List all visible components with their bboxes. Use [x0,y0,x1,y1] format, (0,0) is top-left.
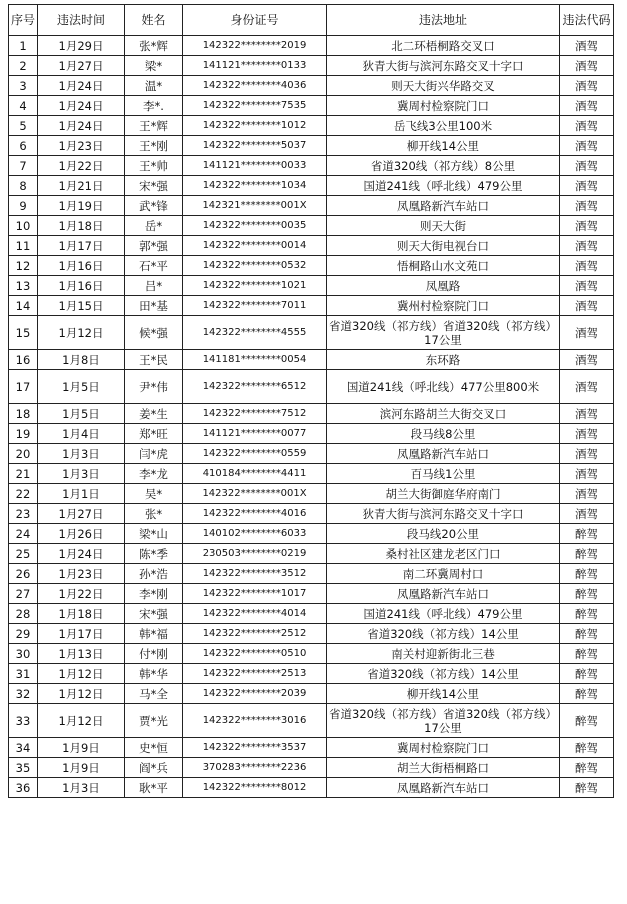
table-row [9,758,614,778]
cell-id-number: 142322********4036 [183,76,327,96]
cell-name: 闫*虎 [125,444,183,464]
cell-serial-number: 12 [9,256,38,276]
cell-name: 王*刚 [125,136,183,156]
cell-violation-time: 1月18日 [38,604,125,624]
cell-violation-code: 酒驾 [560,156,614,176]
cell-violation-address: 南二环冀周村口 [327,564,560,584]
cell-name: 陈*季 [125,544,183,564]
cell-serial-number: 28 [9,604,38,624]
cell-id-number: 141121********0133 [183,56,327,76]
table-row [9,176,614,196]
table-row [9,464,614,484]
cell-name: 王*帅 [125,156,183,176]
cell-name: 吕* [125,276,183,296]
cell-violation-time: 1月12日 [38,664,125,684]
cell-violation-code: 酒驾 [560,116,614,136]
cell-serial-number: 22 [9,484,38,504]
cell-violation-time: 1月9日 [38,738,125,758]
cell-serial-number: 30 [9,644,38,664]
cell-id-number: 142322********1012 [183,116,327,136]
cell-id-number: 142322********2019 [183,36,327,56]
cell-serial-number: 27 [9,584,38,604]
cell-violation-address: 悟桐路山水文苑口 [327,256,560,276]
cell-violation-code: 酒驾 [560,484,614,504]
cell-violation-time: 1月26日 [38,524,125,544]
cell-name: 尹*伟 [125,370,183,404]
cell-violation-time: 1月8日 [38,350,125,370]
table-row [9,236,614,256]
cell-violation-address: 省道320线（祁方线）省道320线（祁方线）17公里 [327,316,560,350]
cell-name: 马*全 [125,684,183,704]
header-violation-code: 违法代码 [560,5,614,36]
table-row [9,738,614,758]
cell-violation-time: 1月18日 [38,216,125,236]
cell-name: 梁*山 [125,524,183,544]
cell-id-number: 142322********0510 [183,644,327,664]
cell-serial-number: 11 [9,236,38,256]
table-row [9,96,614,116]
cell-violation-address: 北二环梧桐路交叉口 [327,36,560,56]
cell-violation-code: 酒驾 [560,316,614,350]
cell-violation-code: 酒驾 [560,216,614,236]
cell-name: 耿*平 [125,778,183,798]
cell-id-number: 142322********4016 [183,504,327,524]
cell-id-number: 140102********6033 [183,524,327,544]
table-row [9,196,614,216]
cell-id-number: 142322********3512 [183,564,327,584]
violation-table [8,4,614,798]
cell-violation-address: 滨河东路胡兰大街交叉口 [327,404,560,424]
header-violation-address: 违法地址 [327,5,560,36]
cell-serial-number: 21 [9,464,38,484]
cell-violation-code: 酒驾 [560,504,614,524]
cell-serial-number: 32 [9,684,38,704]
cell-id-number: 370283********2236 [183,758,327,778]
cell-violation-address: 岳飞线3公里100米 [327,116,560,136]
cell-violation-address: 省道320线（祁方线）8公里 [327,156,560,176]
cell-violation-code: 酒驾 [560,196,614,216]
cell-id-number: 141121********0077 [183,424,327,444]
cell-id-number: 142322********0014 [183,236,327,256]
cell-id-number: 142322********3537 [183,738,327,758]
cell-serial-number: 2 [9,56,38,76]
cell-violation-code: 酒驾 [560,76,614,96]
cell-violation-time: 1月17日 [38,624,125,644]
cell-serial-number: 1 [9,36,38,56]
cell-violation-address: 柳开线14公里 [327,136,560,156]
cell-name: 郑*旺 [125,424,183,444]
cell-name: 王*辉 [125,116,183,136]
cell-id-number: 142322********2513 [183,664,327,684]
cell-violation-time: 1月17日 [38,236,125,256]
cell-serial-number: 16 [9,350,38,370]
cell-violation-code: 醉驾 [560,684,614,704]
cell-id-number: 141181********0054 [183,350,327,370]
cell-violation-address: 凤凰路新汽车站口 [327,444,560,464]
cell-violation-address: 冀州村检察院门口 [327,296,560,316]
cell-violation-address: 国道241线（呼北线）477公里800米 [327,370,560,404]
cell-violation-time: 1月24日 [38,544,125,564]
cell-violation-time: 1月24日 [38,76,125,96]
cell-violation-code: 醉驾 [560,604,614,624]
cell-violation-time: 1月5日 [38,404,125,424]
cell-serial-number: 26 [9,564,38,584]
cell-serial-number: 34 [9,738,38,758]
cell-violation-address: 桑村社区建龙老区门口 [327,544,560,564]
cell-name: 韩*华 [125,664,183,684]
cell-name: 宋*强 [125,176,183,196]
cell-violation-code: 酒驾 [560,404,614,424]
cell-violation-time: 1月12日 [38,316,125,350]
cell-id-number: 142322********7011 [183,296,327,316]
cell-violation-code: 酒驾 [560,236,614,256]
cell-name: 岳* [125,216,183,236]
cell-violation-code: 酒驾 [560,256,614,276]
table-row [9,136,614,156]
cell-name: 史*恒 [125,738,183,758]
table-row [9,624,614,644]
cell-id-number: 142322********1034 [183,176,327,196]
cell-name: 吴* [125,484,183,504]
table-row [9,76,614,96]
table-row [9,296,614,316]
cell-violation-time: 1月21日 [38,176,125,196]
cell-serial-number: 18 [9,404,38,424]
cell-violation-code: 酒驾 [560,350,614,370]
cell-violation-code: 醉驾 [560,664,614,684]
cell-violation-address: 则天大街电视台口 [327,236,560,256]
cell-violation-address: 凤凰路 [327,276,560,296]
table-row [9,256,614,276]
table-row [9,116,614,136]
cell-id-number: 142322********8012 [183,778,327,798]
cell-name: 梁* [125,56,183,76]
cell-name: 郭*强 [125,236,183,256]
cell-violation-address: 狄青大街与滨河东路交叉十字口 [327,56,560,76]
cell-violation-code: 醉驾 [560,524,614,544]
cell-violation-code: 酒驾 [560,96,614,116]
cell-serial-number: 23 [9,504,38,524]
cell-violation-time: 1月5日 [38,370,125,404]
cell-serial-number: 33 [9,704,38,738]
cell-violation-address: 省道320线（祁方线）14公里 [327,664,560,684]
cell-violation-time: 1月22日 [38,156,125,176]
cell-violation-address: 冀周村检察院门口 [327,96,560,116]
cell-id-number: 142322********4555 [183,316,327,350]
table-row [9,704,614,738]
cell-id-number: 142322********1017 [183,584,327,604]
cell-violation-time: 1月3日 [38,464,125,484]
cell-name: 付*刚 [125,644,183,664]
cell-violation-time: 1月24日 [38,116,125,136]
cell-violation-code: 醉驾 [560,584,614,604]
header-violation-time: 违法时间 [38,5,125,36]
cell-serial-number: 7 [9,156,38,176]
cell-id-number: 142322********2512 [183,624,327,644]
cell-name: 姜*生 [125,404,183,424]
cell-violation-code: 醉驾 [560,644,614,664]
cell-violation-address: 胡兰大街梧桐路口 [327,758,560,778]
cell-serial-number: 6 [9,136,38,156]
table-row [9,370,614,404]
cell-violation-code: 醉驾 [560,778,614,798]
cell-serial-number: 14 [9,296,38,316]
table-body [9,36,614,798]
cell-violation-time: 1月27日 [38,504,125,524]
cell-violation-time: 1月23日 [38,564,125,584]
cell-serial-number: 36 [9,778,38,798]
cell-violation-address: 冀周村检察院门口 [327,738,560,758]
cell-violation-code: 酒驾 [560,56,614,76]
cell-violation-time: 1月4日 [38,424,125,444]
cell-violation-address: 南关村迎新街北三巷 [327,644,560,664]
cell-name: 田*基 [125,296,183,316]
cell-serial-number: 25 [9,544,38,564]
table-header-row [9,5,614,36]
cell-violation-address: 百马线1公里 [327,464,560,484]
cell-violation-time: 1月9日 [38,758,125,778]
cell-violation-address: 国道241线（呼北线）479公里 [327,604,560,624]
cell-violation-address: 则天大街兴华路交叉 [327,76,560,96]
cell-violation-code: 醉驾 [560,704,614,738]
cell-serial-number: 8 [9,176,38,196]
cell-serial-number: 3 [9,76,38,96]
cell-violation-time: 1月24日 [38,96,125,116]
cell-violation-time: 1月16日 [38,276,125,296]
header-id-number: 身份证号 [183,5,327,36]
cell-violation-code: 酒驾 [560,136,614,156]
table-row [9,444,614,464]
cell-violation-code: 醉驾 [560,564,614,584]
cell-name: 李*刚 [125,584,183,604]
cell-name: 宋*强 [125,604,183,624]
cell-serial-number: 24 [9,524,38,544]
cell-violation-time: 1月12日 [38,704,125,738]
table-row [9,564,614,584]
cell-serial-number: 31 [9,664,38,684]
cell-id-number: 142321********001X [183,196,327,216]
cell-name: 李*龙 [125,464,183,484]
cell-violation-address: 国道241线（呼北线）479公里 [327,176,560,196]
table-row [9,584,614,604]
cell-violation-time: 1月1日 [38,484,125,504]
table-row [9,424,614,444]
cell-serial-number: 5 [9,116,38,136]
cell-id-number: 142322********7512 [183,404,327,424]
table-row [9,36,614,56]
cell-id-number: 230503********0219 [183,544,327,564]
cell-violation-time: 1月16日 [38,256,125,276]
cell-violation-time: 1月22日 [38,584,125,604]
table-row [9,778,614,798]
cell-name: 贾*光 [125,704,183,738]
cell-id-number: 142322********0559 [183,444,327,464]
cell-violation-address: 柳开线14公里 [327,684,560,704]
cell-violation-address: 则天大街 [327,216,560,236]
cell-serial-number: 20 [9,444,38,464]
cell-violation-code: 醉驾 [560,624,614,644]
cell-name: 李*. [125,96,183,116]
cell-violation-code: 酒驾 [560,276,614,296]
cell-name: 石*平 [125,256,183,276]
table-row [9,544,614,564]
cell-violation-address: 凤凰路新汽车站口 [327,196,560,216]
cell-name: 王*民 [125,350,183,370]
cell-violation-code: 酒驾 [560,370,614,404]
cell-violation-time: 1月23日 [38,136,125,156]
header-serial-number: 序号 [9,5,38,36]
cell-violation-code: 酒驾 [560,36,614,56]
cell-id-number: 142322********5037 [183,136,327,156]
cell-violation-address: 省道320线（祁方线）省道320线（祁方线）17公里 [327,704,560,738]
cell-violation-time: 1月12日 [38,684,125,704]
cell-violation-address: 胡兰大街御庭华府南门 [327,484,560,504]
violation-table-sheet [8,4,613,798]
table-row [9,350,614,370]
cell-violation-time: 1月13日 [38,644,125,664]
table-row [9,484,614,504]
cell-id-number: 142322********2039 [183,684,327,704]
cell-violation-time: 1月3日 [38,444,125,464]
cell-id-number: 142322********0035 [183,216,327,236]
cell-violation-code: 酒驾 [560,444,614,464]
table-row [9,216,614,236]
cell-name: 孙*浩 [125,564,183,584]
table-row [9,684,614,704]
table-row [9,504,614,524]
cell-violation-address: 段马线8公里 [327,424,560,444]
table-row [9,276,614,296]
cell-violation-code: 酒驾 [560,176,614,196]
cell-violation-time: 1月29日 [38,36,125,56]
cell-serial-number: 15 [9,316,38,350]
table-row [9,664,614,684]
cell-serial-number: 19 [9,424,38,444]
cell-serial-number: 13 [9,276,38,296]
table-row [9,316,614,350]
cell-violation-address: 段马线20公里 [327,524,560,544]
table-row [9,404,614,424]
cell-id-number: 142322********7535 [183,96,327,116]
cell-name: 温* [125,76,183,96]
cell-violation-code: 醉驾 [560,544,614,564]
cell-violation-time: 1月15日 [38,296,125,316]
cell-name: 张*辉 [125,36,183,56]
cell-serial-number: 29 [9,624,38,644]
cell-violation-address: 凤凰路新汽车站口 [327,778,560,798]
table-row [9,156,614,176]
cell-name: 阎*兵 [125,758,183,778]
cell-violation-code: 酒驾 [560,296,614,316]
cell-id-number: 142322********3016 [183,704,327,738]
cell-id-number: 142322********001X [183,484,327,504]
table-row [9,524,614,544]
cell-id-number: 142322********6512 [183,370,327,404]
cell-name: 武*锋 [125,196,183,216]
table-row [9,56,614,76]
cell-violation-address: 狄青大街与滨河东路交叉十字口 [327,504,560,524]
cell-id-number: 141121********0033 [183,156,327,176]
cell-id-number: 142322********0532 [183,256,327,276]
cell-name: 候*强 [125,316,183,350]
cell-violation-code: 酒驾 [560,464,614,484]
cell-name: 韩*福 [125,624,183,644]
cell-id-number: 142322********4014 [183,604,327,624]
cell-violation-time: 1月3日 [38,778,125,798]
cell-violation-code: 醉驾 [560,758,614,778]
cell-serial-number: 10 [9,216,38,236]
header-name: 姓名 [125,5,183,36]
cell-violation-time: 1月19日 [38,196,125,216]
cell-id-number: 410184********4411 [183,464,327,484]
cell-violation-time: 1月27日 [38,56,125,76]
cell-violation-address: 凤凰路新汽车站口 [327,584,560,604]
cell-serial-number: 35 [9,758,38,778]
cell-serial-number: 9 [9,196,38,216]
table-row [9,644,614,664]
cell-name: 张* [125,504,183,524]
cell-violation-code: 酒驾 [560,424,614,444]
cell-violation-address: 东环路 [327,350,560,370]
cell-serial-number: 17 [9,370,38,404]
cell-violation-code: 醉驾 [560,738,614,758]
table-row [9,604,614,624]
cell-id-number: 142322********1021 [183,276,327,296]
cell-serial-number: 4 [9,96,38,116]
cell-violation-address: 省道320线（祁方线）14公里 [327,624,560,644]
